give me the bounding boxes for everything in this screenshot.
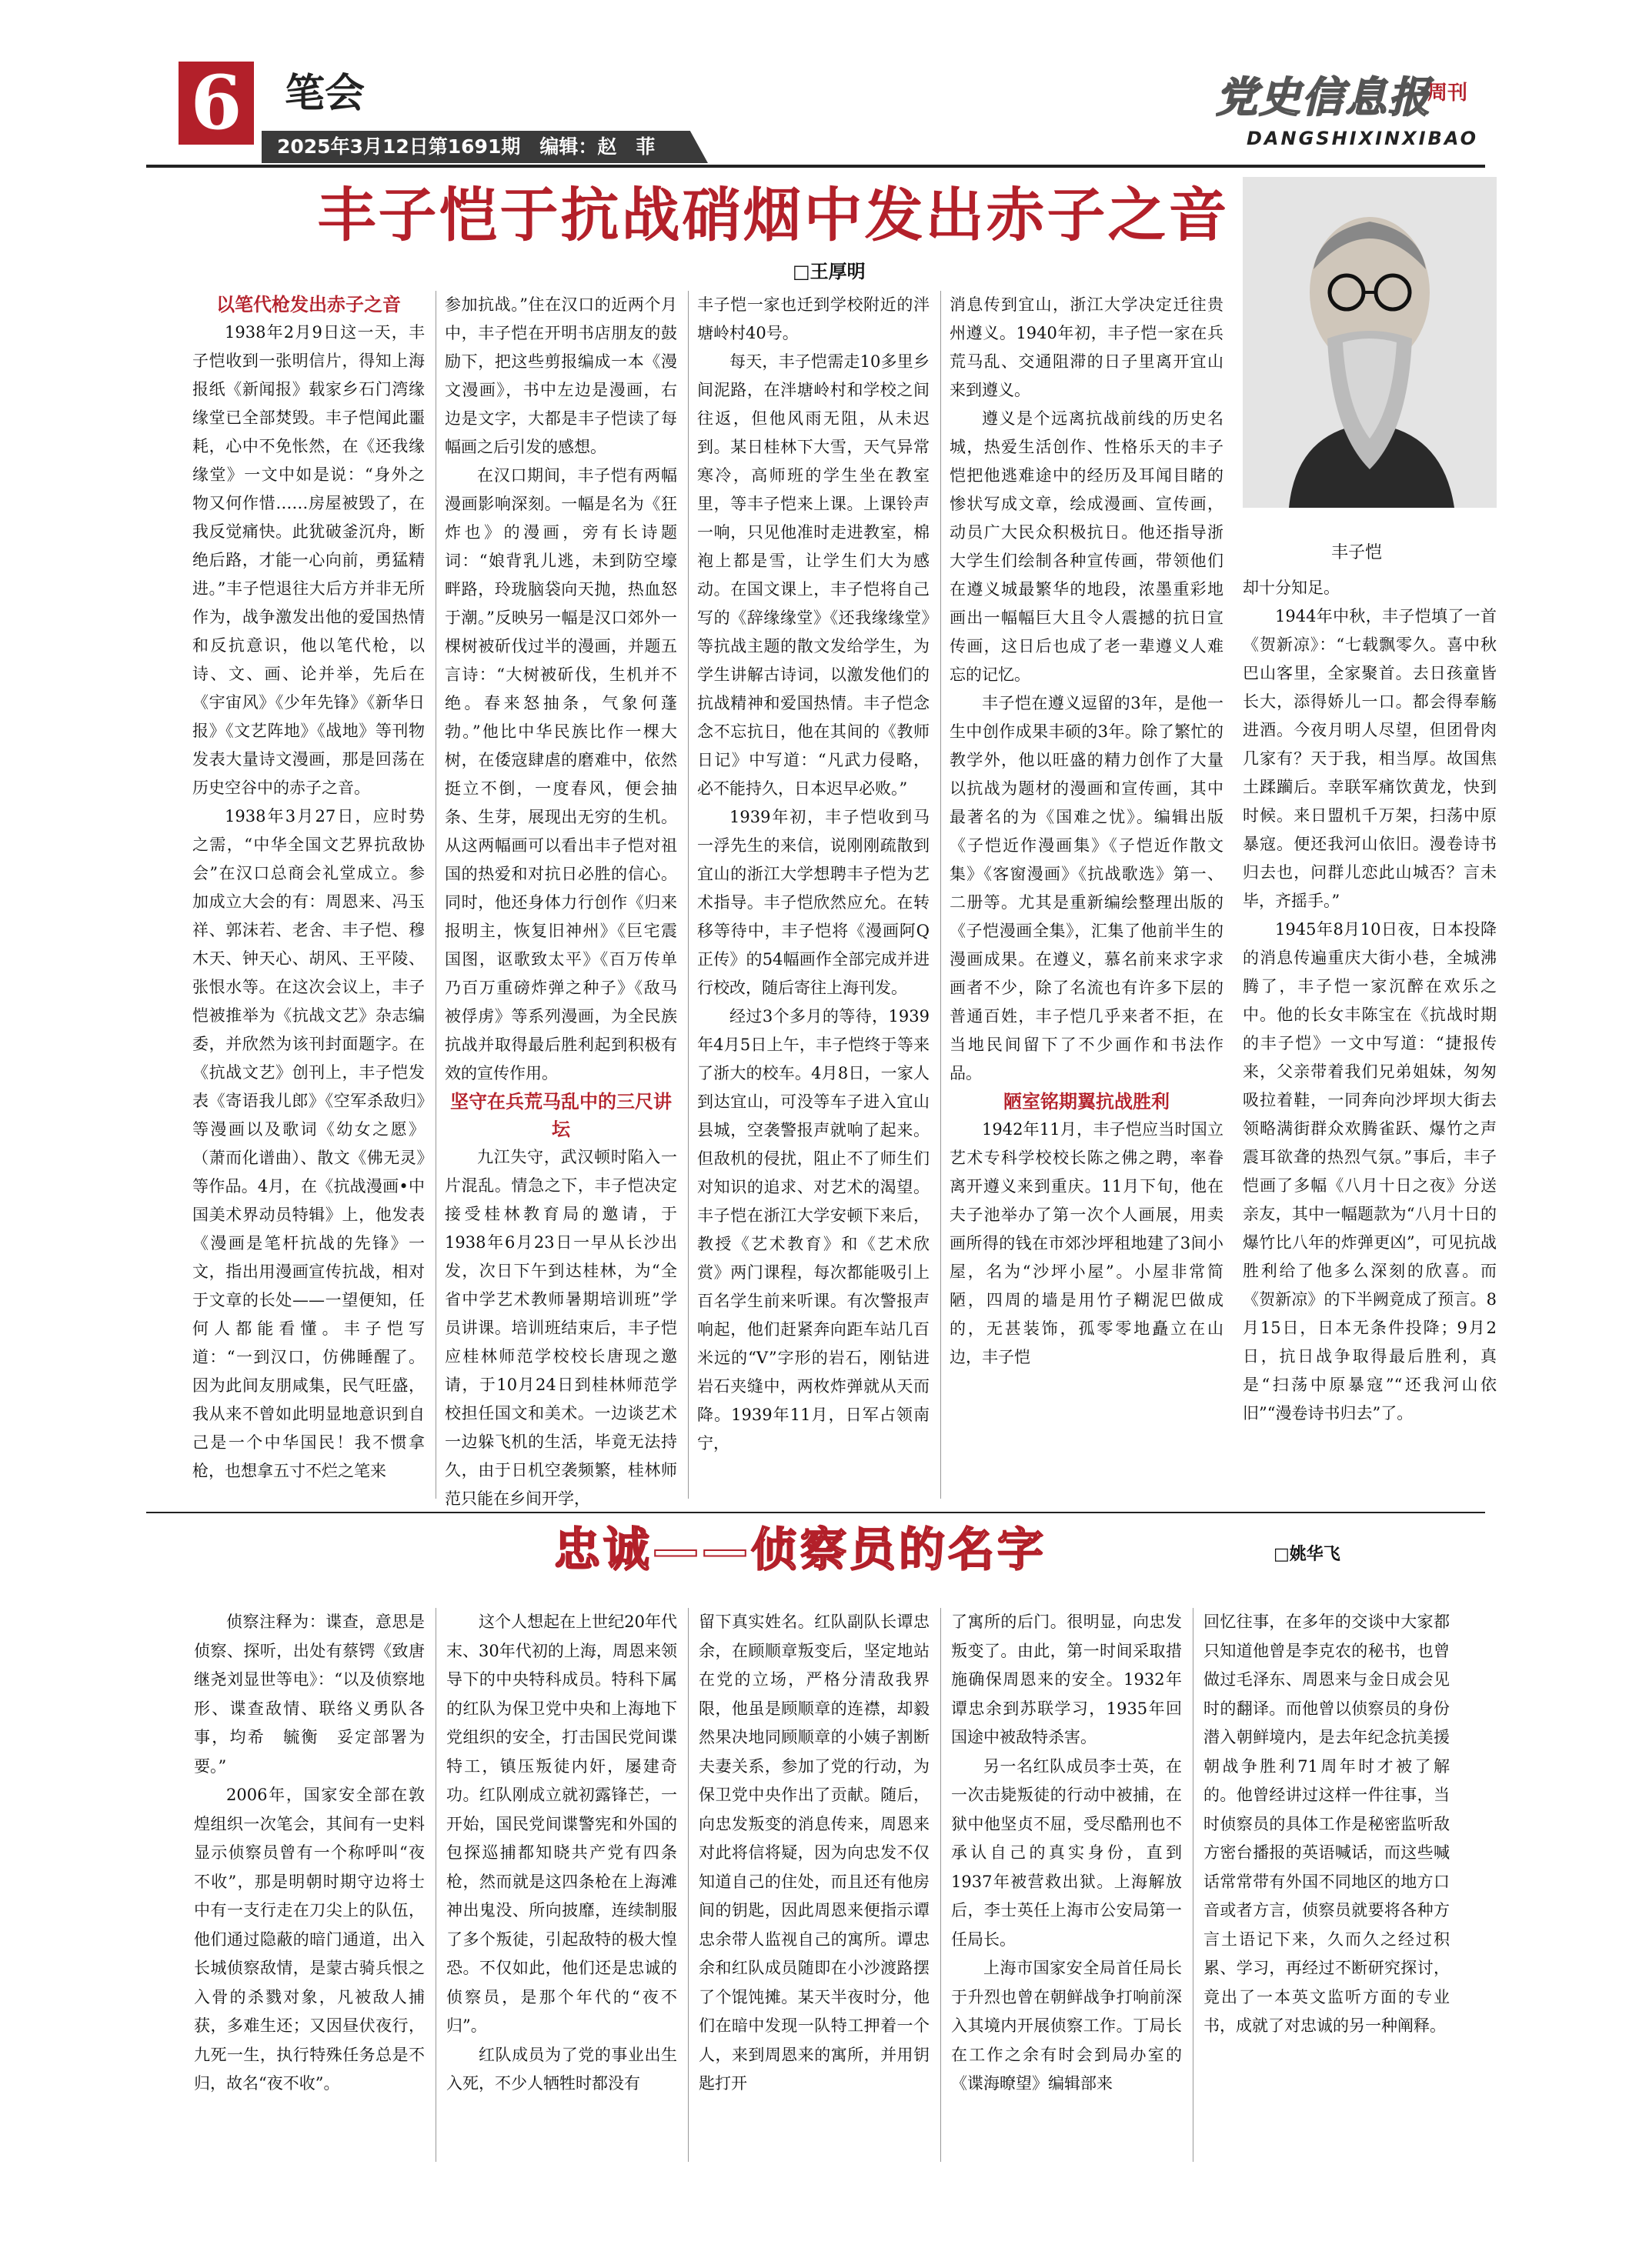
paragraph: 了寓所的后门。很明显，向忠发叛变了。由此，第一时间采取措施确保周恩来的安全。1932年谭忠余到苏联学习，1935年回国途中被敌特杀害。	[951, 1613, 1182, 1746]
article2-column-2	[446, 1608, 677, 2099]
article1-column-3	[697, 291, 930, 1458]
newspaper-name: 党史信息报	[1216, 73, 1431, 122]
photo-caption: 丰子恺	[1331, 543, 1383, 562]
article1-author: □王厚明	[793, 261, 866, 282]
article2-column-5	[1203, 1608, 1450, 2041]
paragraph: 上海市国家安全局首任局长于升烈也曾在朝鲜战争打响前深入其境内开展侦察工作。丁局长在工作之余有时会到局办室的《谍海暸望》编辑部来	[951, 1959, 1182, 2093]
paragraph: 1938年3月27日，应时势之需，“中华全国文艺界抗敌协会”在汉口总商会礼堂成立。参加成立大会的有：周恩来、冯玉祥、郭沫若、老舍、丰子恺、穆木天、钟天心、胡风、王平陵、张恨水等。在这次会议上，丰子恺被推举为《抗战文艺》杂志编委，并欣然为该刊封面题字。在《抗战文艺》创刊上，丰子恺发表《寄语我儿郎》《空军杀敌归》等漫画以及歌词《幼女之愿》（萧而化谱曲）、散文《佛无灵》等作品。4月，在《抗战漫画•中国美术界动员特辑》上，他发表《漫画是笔杆抗战的先锋》一文，指出用漫画宣传抗战，相对于文章的长处——一望便知，任何人都能看懂。丰子恺写道：“一到汉口，仿佛睡醒了。因为此间友朋咸集，民气旺盛，我从来不曾如此明显地意识到自己是一个中华国民！我不惯拿枪，也想拿五寸不烂之笔来	[192, 807, 425, 1480]
article2-author: □姚华飞	[1273, 1545, 1340, 1564]
portrait-image	[1243, 177, 1497, 508]
paragraph: 1938年2月9日这一天，丰子恺收到一张明信片，得知上海报纸《新闻报》载家乡石门湾缘缘堂已全部焚毁。丰子恺闻此噩耗，心中不免怅然，在《还我缘缘堂》一文中如是说：“身外之物又何作惜……房屋被毁了，在我反觉痛快。此犹破釜沉舟，断绝后路，才能一心向前，勇猛精进。”丰子恺退往大后方并非无所作为，战争激发出他的爱国热情和反抗意识，他以笔代枪，以诗、文、画、论并举，先后在《宇宙风》《少年先锋》《新华日报》《文艺阵地》《战地》等刊物发表大量诗文漫画，那是回荡在历史空谷中的赤子之音。	[192, 323, 425, 797]
paragraph: 丰子恺一家也迁到学校附近的泮塘岭村40号。	[697, 295, 930, 342]
article1-column-1	[192, 291, 425, 1486]
newspaper-pinyin: DANGSHIXINXIBAO	[1247, 128, 1479, 149]
paragraph: 在汉口期间，丰子恺有两幅漫画影响深刻。一幅是名为《狂炸也》的漫画，旁有长诗题词：“娘背乳儿逃，未到防空壕畔路，玲珑脑袋向天抛，热血怒于潮。”反映另一幅是汉口郊外一棵树被斫伐过半的漫画，并题五言诗：“大树被斫伐，生机并不绝。春来怒抽条，气象何蓬勃。”他比中华民族比作一棵大树，在倭寇肆虐的磨难中，依然挺立不倒，一度春风，便会抽条、生芽，展现出无穷的生机。从这两幅画可以看出丰子恺对祖国的热爱和对抗日必胜的信心。同时，他还身体力行创作《归来报明主，恢复旧神州》《巨宅震国图，讴歌致太平》《百万传单乃百万重磅炸弹之种子》《敌马被俘虏》等系列漫画，为全民族抗战并取得最后胜利起到积极有效的宣传作用。	[445, 466, 677, 1082]
paragraph: 1939年初，丰子恺收到马一浮先生的来信，说刚刚疏散到宜山的浙江大学想聘丰子恺为艺术指导。丰子恺欣然应允。在转移等待中，丰子恺将《漫画阿Q正传》的54幅画作全部完成并进行校改，随后寄往上海刊发。	[697, 808, 930, 997]
paragraph: 红队成员为了党的事业出生入死，不少人牺牲时都没有	[446, 2045, 677, 2093]
paragraph: 参加抗战。”住在汉口的近两个月中，丰子恺在开明书店朋友的鼓励下，把这些剪报编成一本《漫文漫画》，书中左边是漫画，右边是文字，大都是丰子恺读了每幅画之后引发的感想。	[445, 295, 677, 456]
article2-title: 忠诚——侦察员的名字	[554, 1523, 1046, 1577]
paragraph: 侦察注释为：谍查，意思是侦察、探听，出处有蔡锷《致唐继尧刘显世等电》：“以及侦察地形、谍查敌情、联络义勇队各事，均希 毓衡 妥定部署为要。”	[194, 1613, 425, 1776]
article1-column-2	[445, 291, 677, 1513]
paragraph: 另一名红队成员李士英，在一次击毙叛徒的行动中被捕，在狱中他坚贞不屈，受尽酷刑也不承认自己的真实身份，直到1937年被营救出狱。上海解放后，李士英任上海市公安局第一任局长。	[951, 1756, 1182, 1949]
paragraph: 留下真实姓名。红队副队长谭忠余，在顾顺章叛变后，坚定地站在党的立场，严格分清敌我界限，他虽是顾顺章的连襟，却毅然果决地同顾顺章的小姨子割断夫妻关系，参加了党的行动，为保卫党中央作出了贡献。随后，向忠发叛变的消息传来，周恩来对此将信将疑，因为向忠发不仅知道自己的住处，而且还有他房间的钥匙，因此周恩来便指示谭忠余带人监视自己的寓所。谭忠余和红队成员随即在小沙渡路摆了个馄饨摊。某天半夜时分，他们在暗中发现一队特工押着一个人，来到周恩来的寓所，并用钥匙打开	[699, 1613, 930, 2093]
subheading: 以笔代枪发出赤子之音	[216, 294, 401, 315]
paragraph: 消息传到宜山，浙江大学决定迁往贵州遵义。1940年初，丰子恺一家在兵荒马乱、交通阻滞的日子里离开宜山来到遵义。	[950, 295, 1223, 399]
article1-title: 丰子恺于抗战硝烟中发出赤子之音	[317, 181, 1230, 249]
paragraph: 遵义是个远离抗战前线的历史名城，热爱生活创作、性格乐天的丰子恺把他逃难途中的经历及耳闻目睹的惨状写成文章，绘成漫画、宣传画，动员广大民众积极抗日。他还指导浙大学生们绘制各种宣传画，带领他们在遵义城最繁华的地段，浓墨重彩地画出一幅幅巨大且令人震撼的抗日宣传画，这日后也成了老一辈遵义人难忘的记忆。	[950, 409, 1223, 684]
paragraph: 经过3个多月的等待，1939年4月5日上午，丰子恺终于等来了浙大的校车。4月8日，一家人到达宜山，可没等车子进入宜山县城，空袭警报声就响了起来。但敌机的侵扰，阻止不了师生们对知识的追求、对艺术的渴望。丰子恺在浙江大学安顿下来后，教授《艺术教育》和《艺术欣赏》两门课程，每次都能吸引上百名学生前来听课。有次警报声响起，他们赶紧奔向距车站几百米远的“V”字形的岩石，刚钻进岩石夹缝中，两枚炸弹就从天而降。1939年11月，日军占领南宁，	[697, 1007, 930, 1453]
paragraph: 丰子恺在遵义逗留的3年，是他一生中创作成果丰硕的3年。除了繁忙的教学外，他以旺盛的精力创作了大量以抗战为题材的漫画和宣传画，其中最著名的为《国难之忧》。编辑出版《子恺近作漫画集》《子恺近作散文集》《客窗漫画》《抗战歌选》第一、二册等。尤其是重新编绘整理出版的《子恺漫画全集》，汇集了他前半生的漫画成果。在遵义，慕名前来求字求画者不少，除了名流也有许多下层的普通百姓，丰子恺几乎来者不拒，在当地民间留下了不少画作和书法作品。	[950, 694, 1223, 1082]
paragraph: 九江失守，武汉顿时陷入一片混乱。情急之下，丰子恺决定接受桂林教育局的邀请，于1938年6月23日一早从长沙出发，次日下午到达桂林，为“全省中学艺术教师暑期培训班”学员讲课。培训班结束后，丰子恺应桂林师范学校校长唐现之邀请，于10月24日到桂林师范学校担任国文和美术。一边谈艺术一边躲飞机的生活，毕竟无法持久，由于日机空袭频繁，桂林师范只能在乡间开学，	[445, 1148, 677, 1508]
paragraph: 回忆往事，在多年的交谈中大家都只知道他曾是李克农的秘书，也曾做过毛泽东、周恩来与金日成会见时的翻译。而他曾以侦察员的身份潜入朝鲜境内，是去年纪念抗美援朝战争胜利71周年时才被了解的。他曾经讲过这样一件往事，当时侦察员的具体工作是秘密监听敌方密台播报的英语喊话，而这些喊话常常带有外国不同地区的地方口音或者方言，侦察员就要将各种方言土语记下来，久而久之经过积累、学习，再经过不断研究探讨，竟出了一本英文监听方面的专业书，成就了对忠诚的另一种阐释。	[1203, 1613, 1450, 2035]
article2-column-3	[699, 1608, 930, 2099]
issue-info: 2025年3月12日第1691期 编辑：赵 菲	[277, 135, 656, 158]
paragraph: 每天，丰子恺需走10多里乡间泥路，在泮塘岭村和学校之间往返，但他风雨无阻，从未迟到。某日桂林下大雪，天气异常寒冷，高师班的学生坐在教室里，等丰子恺来上课。上课铃声一响，只见他准时走进教室，棉袍上都是雪，让学生们大为感动。在国文课上，丰子恺将自己写的《辞缘缘堂》《还我缘缘堂》等抗战主题的散文发给学生，为学生讲解古诗词，以激发他们的抗战精神和爱国热情。丰子恺念念不忘抗日，他在其间的《教师日记》中写道：“凡武力侵略，必不能持久，日本迟早必败。”	[697, 352, 930, 798]
paragraph: 却十分知足。	[1243, 579, 1340, 597]
portrait-photo	[1243, 177, 1497, 508]
subheading: 陋室铭期翼抗战胜利	[1003, 1091, 1170, 1112]
article2-column-1	[194, 1608, 425, 2099]
paragraph: 1942年11月，丰子恺应当时国立艺术专科学校校长陈之佛之聘，率眷离开遵义来到重庆。11月下旬，他在夫子池举办了第一次个人画展，用卖画所得的钱在市郊沙坪租地建了3间小屋，名为“沙坪小屋”。小屋非常简陋，四周的墙是用竹子糊泥巴做成的，无甚装饰，孤零零地矗立在山边，丰子恺	[950, 1120, 1223, 1366]
newspaper-tag: 周刊	[1427, 82, 1468, 105]
article-divider	[146, 1512, 1485, 1513]
paragraph: 这个人想起在上世纪20年代末、30年代初的上海，周恩来领导下的中央特科成员。特科下属的红队为保卫党中央和上海地下党组织的安全，打击国民党间谍特工，镇压叛徒内奸，屡建奇功。红队刚成立就初露锋芒，一开始，国民党间谍警宪和外国的包探巡捕都知晓共产党有四条枪，然而就是这四条枪在上海滩神出鬼没、所向披靡，连续制服了多个叛徒，引起敌特的极大惶恐。不仅如此，他们还是忠诚的侦察员，是那个年代的“夜不归”。	[446, 1613, 677, 2035]
header-rule	[146, 165, 1485, 168]
paragraph: 1944年中秋，丰子恺填了一首《贺新凉》：“七载飘零久。喜中秋巴山客里，全家聚首。去日孩童皆长大，添得娇儿一口。都会得奉觞进酒。今夜月明人尽望，但团骨肉几家有？天于我，相当厚。故国焦土蹂躏后。幸联军痛饮黄龙，快到时候。来日盟机千万架，扫荡中原暴寇。便还我河山依旧。漫卷诗书归去也，问群儿恋此山城否？言未毕，齐摇手。”	[1243, 607, 1497, 910]
article1-column-5	[1243, 574, 1497, 1428]
page-number: 6	[179, 62, 254, 145]
article2-column-4	[951, 1608, 1182, 2099]
subheading: 坚守在兵荒马乱中的三尺讲坛	[450, 1091, 672, 1140]
paragraph: 2006年，国家安全部在敦煌组织一次笔会，其间有一史料显示侦察员曾有一个称呼叫“夜不收”，那是明朝时期守边将士中有一支行走在刀尖上的队伍，他们通过隐蔽的暗门通道，出入长城侦察敌情，是蒙古骑兵恨之入骨的杀戮对象，凡被敌人捕获，多难生还；又因昼伏夜行，九死一生，执行特殊任务总是不归，故名“夜不收”。	[194, 1786, 425, 2093]
article1-column-4	[950, 291, 1223, 1372]
section-name: 笔会	[285, 71, 366, 117]
paragraph: 1945年8月10日夜，日本投降的消息传遍重庆大街小巷，全城沸腾了，丰子恺一家沉醉在欢乐之中。他的长女丰陈宝在《抗战时期的丰子恺》一文中写道：“捷报传来，父亲带着我们兄弟姐妹，匆匆吸拉着鞋，一同奔向沙坪坝大街去领略满街群众欢腾雀跃、爆竹之声震耳欲聋的热烈气氛。”事后，丰子恺画了多幅《八月十日之夜》分送亲友，其中一幅题款为“八月十日的爆竹比八年的炸弹更凶”，可见抗战胜利给了他多么深刻的欣喜。而《贺新凉》的下半阙竟成了预言。8月15日，日本无条件投降；9月2日，抗日战争取得最后胜利，真是“扫荡中原暴寇”“还我河山依旧”“漫卷诗书归去”了。	[1243, 920, 1497, 1423]
